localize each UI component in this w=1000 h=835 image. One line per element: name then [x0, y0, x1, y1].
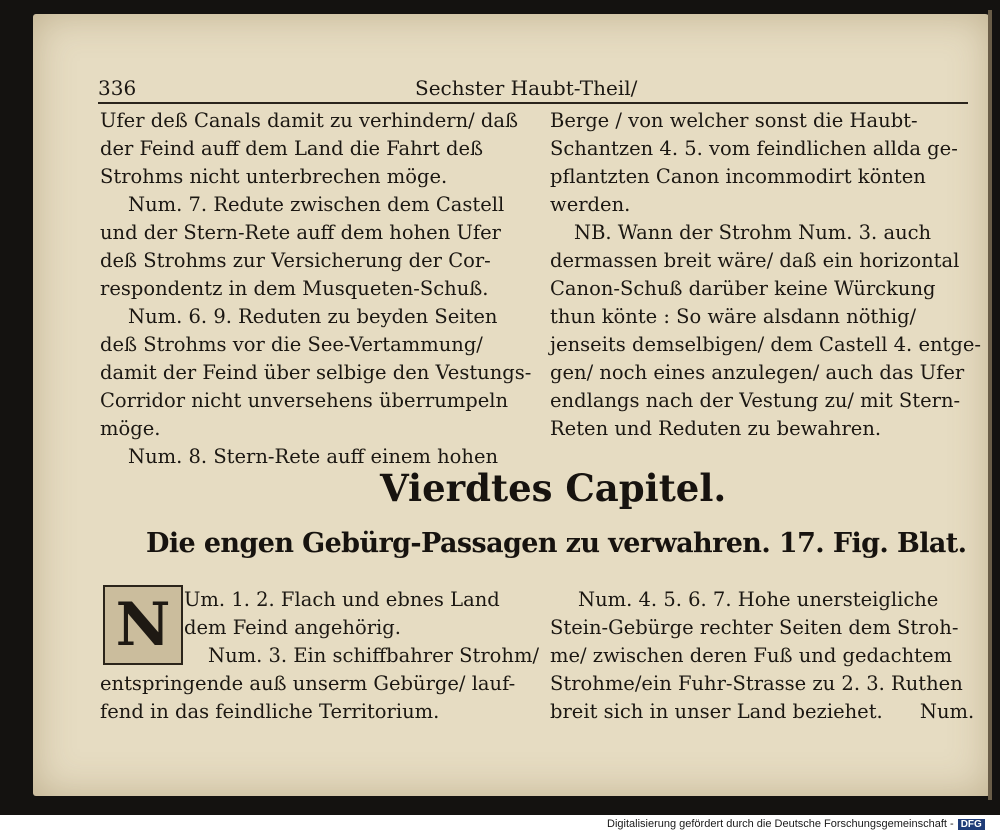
text-line: damit der Feind über selbige den Vestungs-: [100, 361, 532, 384]
text-line: dem Feind angehörig.: [184, 616, 401, 639]
text-line: thun könte : So wäre alsdann nöthig/: [550, 305, 917, 328]
text-line: jenseits demselbigen/ dem Castell 4. entge-: [550, 333, 981, 356]
text-line: Strohms nicht unterbrechen möge.: [100, 165, 448, 188]
text-line: Um. 1. 2. Flach und ebnes Land: [184, 588, 500, 611]
text-line: breit sich in unser Land beziehet. Num.: [550, 700, 975, 723]
text-line: der Feind auff dem Land die Fahrt deß: [100, 137, 484, 160]
top-left-column: [100, 107, 531, 471]
text-line: Reten und Reduten zu bewahren.: [550, 417, 882, 440]
text-line: me/ zwischen deren Fuß und gedachtem: [550, 644, 953, 667]
text-line: möge.: [100, 417, 161, 440]
text-line: Num. 6. 9. Reduten zu beyden Seiten: [128, 305, 498, 328]
text-line: Stein-Gebürge rechter Seiten dem Stroh-: [550, 616, 959, 639]
text-line: dermassen breit wäre/ daß ein horizontal: [550, 249, 960, 272]
text-line: deß Strohms zur Versicherung der Cor-: [100, 249, 491, 272]
text-line: Berge / von welcher sonst die Haubt-: [550, 109, 918, 132]
text-line: Ufer deß Canals damit zu verhindern/ daß: [100, 109, 519, 132]
chapter-title: Vierdtes Capitel.: [380, 466, 727, 510]
top-right-column: [550, 107, 981, 443]
text-line: und der Stern-Rete auff dem hohen Ufer: [100, 221, 501, 244]
text-line: Schantzen 4. 5. vom feindlichen allda ge-: [550, 137, 958, 160]
page-edge: [988, 10, 992, 800]
text-line: Strohme/ein Fuhr-Strasse zu 2. 3. Ruthen: [550, 672, 963, 695]
page-number: 336: [98, 76, 137, 100]
text-line: entspringende auß unserm Gebürge/ lauf-: [100, 672, 516, 695]
bottom-right-column: [550, 586, 974, 726]
text-line: Corridor nicht unversehens überrumpeln: [100, 389, 509, 412]
decorated-initial: N: [103, 585, 183, 665]
digitization-credit: [607, 818, 985, 830]
text-line: fend in das feindliche Territorium.: [100, 700, 440, 723]
text-line: pflantzten Canon incommodirt könten: [550, 165, 926, 188]
text-line: endlangs nach der Vestung zu/ mit Stern-: [550, 389, 961, 412]
text-line: Num. 4. 5. 6. 7. Hohe unersteigliche: [578, 588, 939, 611]
text-line: werden.: [550, 193, 631, 216]
header-rule: [98, 102, 968, 104]
text-line: NB. Wann der Strohm Num. 3. auch: [574, 221, 932, 244]
text-line: respondentz in dem Musqueten-Schuß.: [100, 277, 489, 300]
dfg-logo: DFG: [958, 819, 985, 830]
credit-text: Digitalisierung gefördert durch die Deutsche Forschungsgemeinschaft -: [607, 818, 954, 830]
chapter-subtitle: Die engen Gebürg-Passagen zu verwahren. 17. Fig. Blat.: [146, 528, 967, 559]
text-line: gen/ noch eines anzulegen/ auch das Ufer: [550, 361, 965, 384]
running-title: Sechster Haubt-Theil/: [415, 76, 638, 100]
text-line: Num. 8. Stern-Rete auff einem hohen: [128, 445, 499, 468]
text-line: Canon-Schuß darüber keine Würckung: [550, 277, 936, 300]
text-line: deß Strohms vor die See-Vertammung/: [100, 333, 483, 356]
text-line: Num. 7. Redute zwischen dem Castell: [128, 193, 505, 216]
text-line: Num. 3. Ein schiffbahrer Strohm/: [208, 644, 540, 667]
bottom-left-column: [100, 586, 539, 726]
